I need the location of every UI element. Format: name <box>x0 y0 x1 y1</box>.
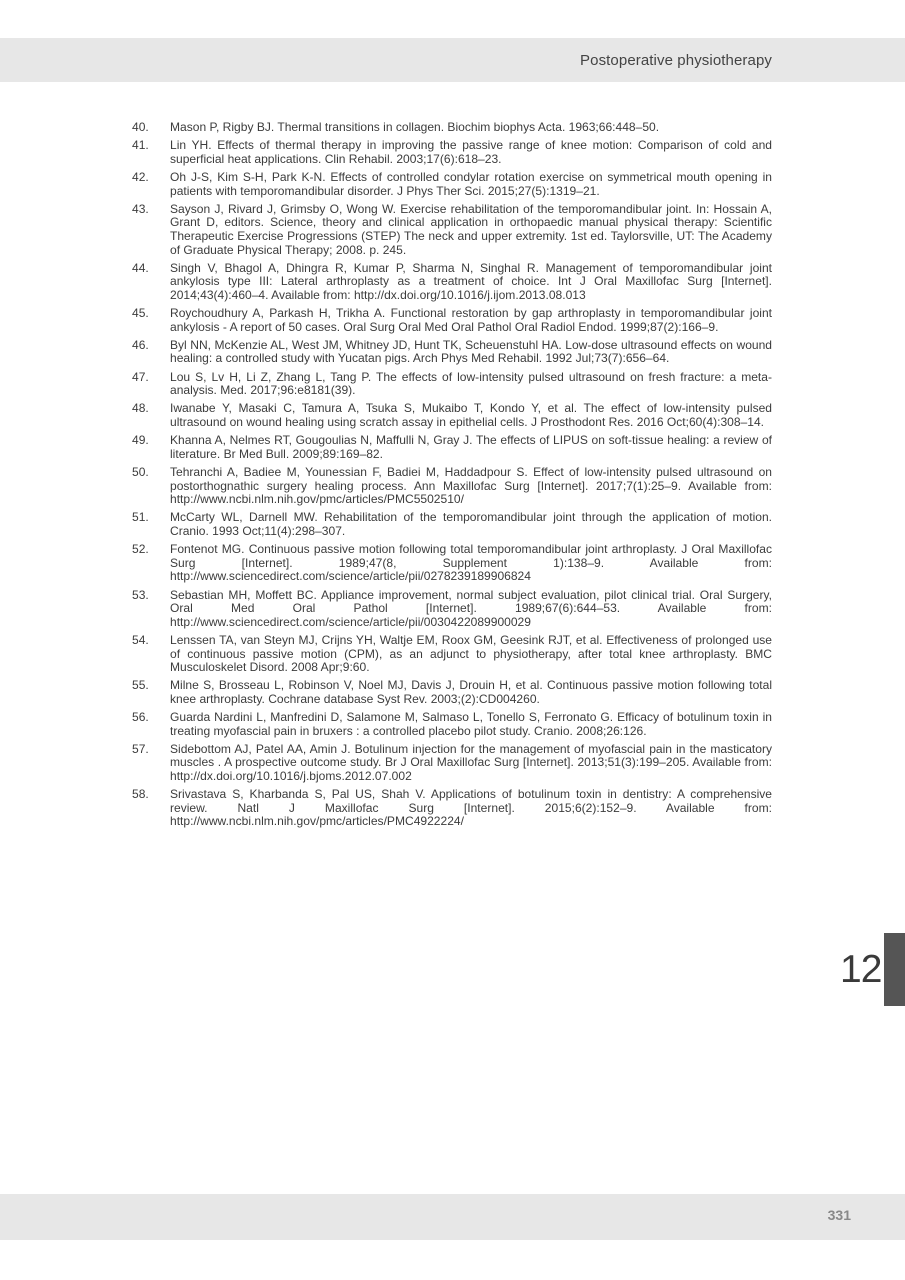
reference-text: Fontenot MG. Continuous passive motion following total temporomandibular joint arthroplasty. J Oral Maxillofac Surg [Internet]. 1989;47(8, Supplement 1):138–9. Available from: http://www.sciencedirect.com/science/article/pii/0278239189906824 <box>170 542 772 584</box>
reference-number: 46. <box>132 337 149 352</box>
reference-item <box>132 339 772 366</box>
reference-item <box>132 711 772 738</box>
reference-number: 54. <box>132 632 149 647</box>
reference-text: Roychoudhury A, Parkash H, Trikha A. Functional restoration by gap arthroplasty in temporomandibular joint ankylosis - A report of 50 cases. Oral Surg Oral Med Oral Pathol Oral Radiol Endod. 1999;87(2):166–9. <box>170 306 772 334</box>
reference-text: Lin YH. Effects of thermal therapy in improving the passive range of knee motion: Comparison of cold and superficial heat applications. Clin Rehabil. 2003;17(6):618–23. <box>170 138 772 166</box>
reference-number: 42. <box>132 169 149 184</box>
reference-number: 44. <box>132 260 149 275</box>
reference-item <box>132 788 772 829</box>
reference-text: Singh V, Bhagol A, Dhingra R, Kumar P, Sharma N, Singhal R. Management of temporomandibular joint ankylosis type III: Lateral arthroplasty as a treatment of choice. Int J Oral Maxillofac Surg [Internet]. 2014;43(4):460–4. Available from: http://dx.doi.org/10.1016/j.ijom.2013.08.013 <box>170 260 772 302</box>
reference-text: Iwanabe Y, Masaki C, Tamura A, Tsuka S, Mukaibo T, Kondo Y, et al. The effect of low-intensity pulsed ultrasound on wound healing using scratch assay in epithelial cells. J Prosthodont Res. 2016 Oct;60(4):308–14. <box>170 401 772 430</box>
reference-text: McCarty WL, Darnell MW. Rehabilitation of the temporomandibular joint through the application of motion. Cranio. 1993 Oct;11(4):298–307. <box>170 510 772 538</box>
reference-item <box>132 371 772 398</box>
reference-item <box>132 511 772 538</box>
reference-item <box>132 121 772 135</box>
reference-item <box>132 679 772 706</box>
page-number: 331 <box>827 1207 851 1223</box>
reference-item <box>132 466 772 507</box>
reference-number: 43. <box>132 201 149 216</box>
reference-number: 58. <box>132 787 149 802</box>
reference-item <box>132 307 772 334</box>
reference-number: 49. <box>132 433 149 448</box>
reference-number: 57. <box>132 741 149 756</box>
reference-number: 40. <box>132 120 149 134</box>
reference-text: Sebastian MH, Moffett BC. Appliance improvement, normal subject evaluation, pilot clinical trial. Oral Surgery, Oral Med Oral Pathol [Internet]. 1989;67(6):644–53. Available from: http://www.sciencedirect.com/science/article/pii/0030422089900029 <box>170 587 772 629</box>
reference-list <box>132 121 772 834</box>
reference-item <box>132 543 772 584</box>
reference-item <box>132 203 772 257</box>
reference-text: Lou S, Lv H, Li Z, Zhang L, Tang P. The effects of low-intensity pulsed ultrasound on fresh fracture: a meta-analysis. Med. 2017;96:e8181(39). <box>170 369 772 398</box>
page-footer <box>0 1194 905 1240</box>
reference-text: Oh J-S, Kim S-H, Park K-N. Effects of controlled condylar rotation exercise on symmetrical mouth opening in patients with temporomandibular disorder. J Phys Ther Sci. 2015;27(5):1319–21. <box>170 169 772 198</box>
running-header <box>0 38 905 82</box>
reference-number: 41. <box>132 138 149 153</box>
reference-text: Lenssen TA, van Steyn MJ, Crijns YH, Waltje EM, Roox GM, Geesink RJT, et al. Effectiveness of prolonged use of continuous passive motion (CPM), as an adjunct to physiotherapy, after total knee arthroplasty. BMC Musculoskelet Disord. 2008 Apr;9:60. <box>170 632 772 675</box>
reference-number: 48. <box>132 401 149 416</box>
chapter-tab-marker <box>884 933 905 1006</box>
reference-number: 56. <box>132 710 149 725</box>
reference-text: Srivastava S, Kharbanda S, Pal US, Shah V. Applications of botulinum toxin in dentistry: A comprehensive review. Natl J Maxillofac Surg [Internet]. 2015;6(2):152–9. Available from: http://www.ncbi.nlm.nih.gov/pmc/articles/PMC4922224/ <box>170 787 772 829</box>
reference-number: 55. <box>132 678 149 693</box>
reference-item <box>132 262 772 303</box>
reference-text: Sayson J, Rivard J, Grimsby O, Wong W. Exercise rehabilitation of the temporomandibular joint. In: Hossain A, Grant D, editors. Science, theory and clinical application in orthopaedic manual physical therapy: Scientific Therapeutic Exercise Progressions (STEP) The neck and upper extremity. 1st ed. Taylorsville, UT: The Academy of Graduate Physical Therapy; 2008. p. 245. <box>170 201 772 257</box>
reference-text: Tehranchi A, Badiee M, Younessian F, Badiei M, Haddadpour S. Effect of low-intensity pulsed ultrasound on postorthognathic surgery healing process. Ann Maxillofac Surg [Internet]. 2017;7(1):25–9. Available from: http://www.ncbi.nlm.nih.gov/pmc/articles/PMC5502510/ <box>170 465 772 507</box>
chapter-number: 12 <box>840 948 882 991</box>
running-header-title: Postoperative physiotherapy <box>580 52 772 69</box>
reference-text: Milne S, Brosseau L, Robinson V, Noel MJ, Davis J, Drouin H, et al. Continuous passive motion following total knee arthroplasty. Cochrane database Syst Rev. 2003;(2):CD004260. <box>170 678 772 706</box>
reference-number: 51. <box>132 510 149 525</box>
reference-item <box>132 743 772 784</box>
reference-number: 52. <box>132 542 149 557</box>
reference-item <box>132 589 772 630</box>
reference-number: 50. <box>132 465 149 479</box>
reference-text: Sidebottom AJ, Patel AA, Amin J. Botulinum injection for the management of myofascial pain in the masticatory muscles . A prospective outcome study. Br J Oral Maxillofac Surg [Internet]. 2013;51(3):199–205. Available from: http://dx.doi.org/10.1016/j.bjoms.2012.07.002 <box>170 741 772 784</box>
reference-text: Guarda Nardini L, Manfredini D, Salamone M, Salmaso L, Tonello S, Ferronato G. Efficacy of botulinum toxin in treating myofascial pain in bruxers : a controlled placebo pilot study. Cranio. 2008;26:126. <box>170 710 772 738</box>
reference-text: Mason P, Rigby BJ. Thermal transitions in collagen. Biochim biophys Acta. 1963;66:448–50. <box>170 120 660 134</box>
reference-number: 47. <box>132 369 149 384</box>
reference-text: Khanna A, Nelmes RT, Gougoulias N, Maffulli N, Gray J. The effects of LIPUS on soft-tissue healing: a review of literature. Br Med Bull. 2009;89:169–82. <box>170 433 772 461</box>
reference-number: 53. <box>132 587 149 602</box>
reference-text: Byl NN, McKenzie AL, West JM, Whitney JD, Hunt TK, Scheuenstuhl HA. Low-dose ultrasound effects on wound healing: a controlled study with Yucatan pigs. Arch Phys Med Rehabil. 1992 Jul;73(7):656–64. <box>170 337 772 366</box>
reference-item <box>132 171 772 198</box>
reference-number: 45. <box>132 306 149 321</box>
reference-item <box>132 139 772 166</box>
reference-item <box>132 634 772 675</box>
reference-item <box>132 434 772 461</box>
reference-item <box>132 402 772 429</box>
